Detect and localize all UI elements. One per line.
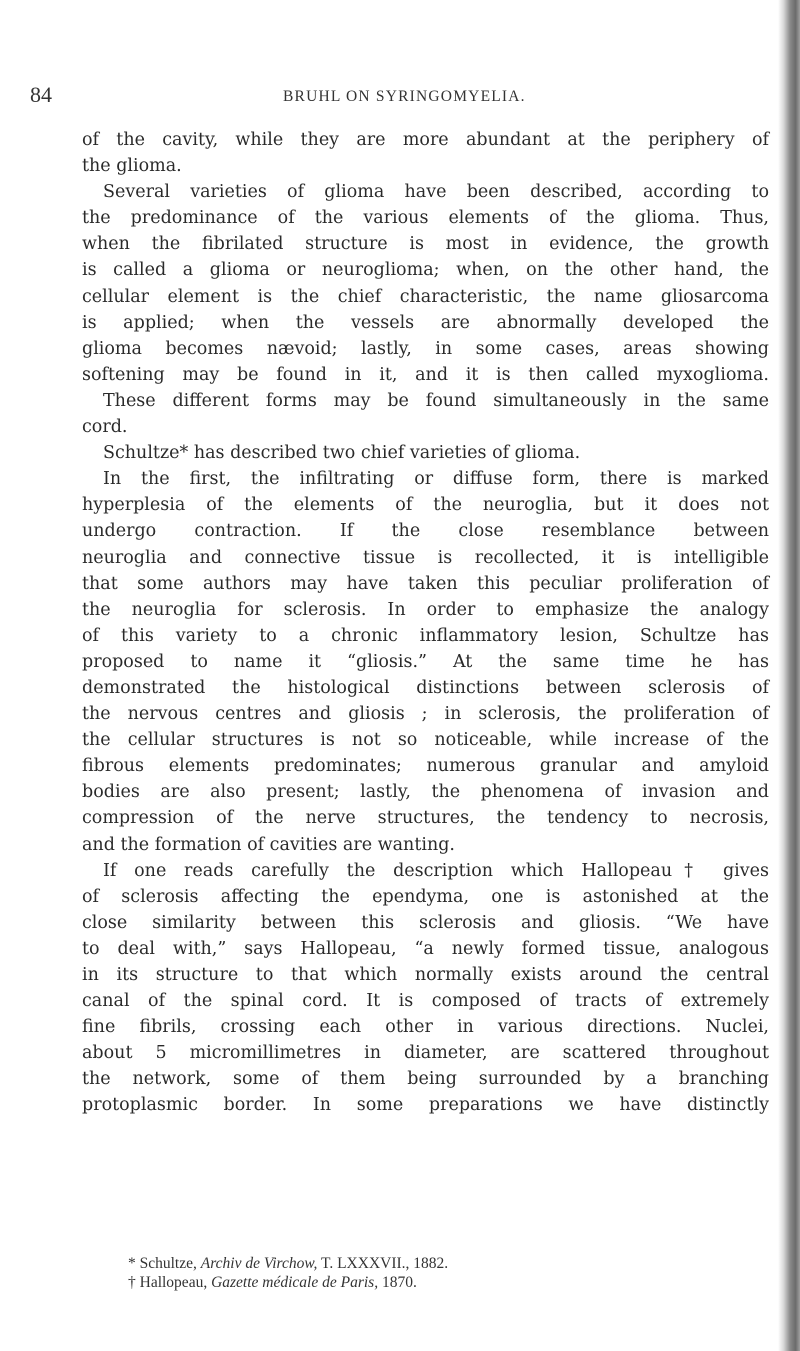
text-line: proposed to name it “gliosis.” At the same time he has [82, 651, 769, 672]
text-line: compression of the nerve structures, the tendency to necrosis, [82, 808, 769, 829]
text-line: Schultze* has described two chief varieties of glioma. [103, 443, 581, 464]
footnote-mark: † [128, 1274, 136, 1291]
running-head: BRUHL ON SYRINGOMYELIA. [283, 88, 526, 105]
text-line: close similarity between this sclerosis and gliosis. “We have [82, 912, 769, 933]
footnote-mark: * [128, 1255, 136, 1272]
text-line: canal of the spinal cord. It is composed of tracts of extremely [82, 991, 769, 1012]
text-line: the neuroglia for sclerosis. In order to emphasize the analogy [82, 599, 769, 620]
text-line: the cellular structures is not so noticeable, while increase of the [82, 730, 769, 751]
text-line: and the formation of cavities are wanting. [82, 834, 455, 855]
text-line: cellular element is the chief characteristic, the name gliosarcoma [82, 286, 769, 307]
text-line: fine fibrils, crossing each other in various directions. Nuclei, [82, 1017, 769, 1038]
text-line: In the first, the infiltrating or diffuse form, there is marked [103, 469, 769, 490]
footnote-details: 1870. [381, 1274, 417, 1291]
footnote-author: Schultze, [139, 1255, 197, 1272]
text-line: Several varieties of glioma have been described, according to [103, 182, 769, 203]
footnote-details: T. LXXXVII., 1882. [321, 1255, 449, 1272]
text-line: glioma becomes nævoid; lastly, in some cases, areas showing [82, 338, 769, 359]
text-line: about 5 micromillimetres in diameter, are scattered throughout [82, 1043, 769, 1064]
text-line: undergo contraction. If the close resemblance between [82, 521, 769, 542]
text-line: neuroglia and connective tissue is recollected, it is intelligible [82, 547, 769, 568]
text-line: demonstrated the histological distinctions between sclerosis of [82, 677, 769, 698]
text-line: in its structure to that which normally exists around the central [82, 965, 769, 985]
page-edge-shadow [778, 0, 800, 1351]
footnotes [128, 1254, 748, 1292]
text-line: is called a glioma or neuroglioma; when, on the other hand, the [82, 260, 769, 281]
text-line: protoplasmic border. In some preparations we have distinctly [82, 1095, 769, 1116]
text-line: the nervous centres and gliosis ; in sclerosis, the proliferation of [82, 704, 769, 725]
footnote-source: Archiv de Virchow, [200, 1255, 318, 1272]
body-text [82, 127, 769, 1119]
text-line: is applied; when the vessels are abnormally developed the [82, 312, 769, 333]
text-line: when the fibrilated structure is most in evidence, the growth [82, 234, 769, 255]
text-line: softening may be found in it, and it is then called myxoglioma. [82, 364, 769, 385]
text-line: If one reads carefully the description which Hallopeau† gives [103, 860, 769, 881]
footnote-source: Gazette médicale de Paris, [211, 1274, 379, 1291]
text-line: fibrous elements predominates; numerous granular and amyloid [82, 756, 769, 777]
text-line: of this variety to a chronic inflammatory lesion, Schultze has [82, 625, 769, 646]
text-line: bodies are also present; lastly, the phenomena of invasion and [82, 782, 769, 803]
footnote-author: Hallopeau, [139, 1274, 208, 1291]
footnote [128, 1273, 748, 1292]
text-line: the network, some of them being surrounded by a branching [82, 1069, 769, 1090]
text-line: the glioma. [82, 156, 182, 177]
text-line: of the cavity, while they are more abundant at the periphery of [82, 130, 769, 150]
text-line: that some authors may have taken this peculiar proliferation of [82, 573, 769, 594]
page-number: 84 [30, 82, 52, 107]
text-line: the predominance of the various elements of the glioma. Thus, [82, 208, 769, 229]
text-line: hyperplesia of the elements of the neuroglia, but it does not [82, 495, 769, 516]
text-line: These different forms may be found simultaneously in the same [103, 390, 769, 411]
text-line: to deal with,” says Hallopeau, “a newly formed tissue, analogous [82, 938, 769, 959]
footnote [128, 1254, 748, 1273]
text-line: of sclerosis affecting the ependyma, one is astonished at the [82, 886, 769, 907]
text-line: cord. [82, 417, 128, 438]
